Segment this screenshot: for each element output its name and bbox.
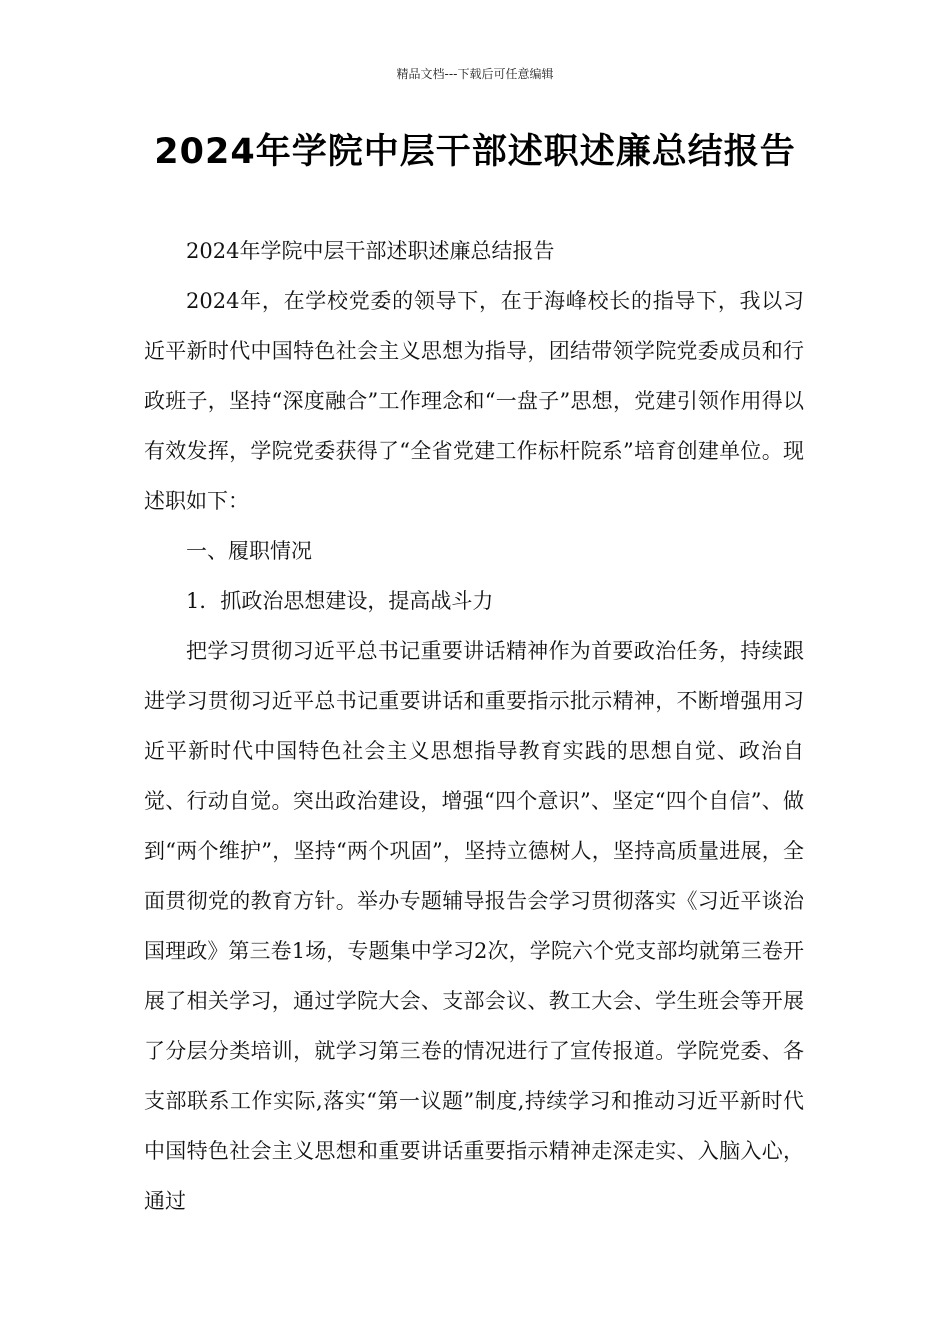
document-title: 2024年学院中层干部述职述廉总结报告 [154,132,796,172]
body-paragraph: 2024年学院中层干部述职述廉总结报告 [186,239,555,263]
header-note: 精品文档---下载后可任意编辑 [396,67,554,81]
subsection-heading: 1．抓政治思想建设，提高战斗力 [186,589,494,613]
document-body [144,226,804,1226]
body-paragraph: 把学习贯彻习近平总书记重要讲话精神作为首要政治任务，持续跟进学习贯彻习近平总书记重要讲话和重要指示批示精神，不断增强用习近平新时代中国特色社会主义思想指导教育实践的思想自觉、政治自觉、行动自觉。突出政治建设，增强“四个意识”、坚定“四个自信”、做到“两个维护”，坚持“两个巩固”，坚持立德树人，坚持高质量进展，全面贯彻党的教育方针。举办专题辅导报告会学习贯彻落实《习近平谈治国理政》第三卷1场，专题集中学习2次，学院六个党支部均就第三卷开展了相关学习，通过学院大会、支部会议、教工大会、学生班会等开展了分层分类培训，就学习第三卷的情况进行了宣传报道。学院党委、各支部联系工作实际,落实“第一议题”制度,持续学习和推动习近平新时代中国特色社会主义思想和重要讲话重要指示精神走深走实、入脑入心，通过 [144,639,804,1213]
section-heading: 一、履职情况 [186,539,312,563]
body-paragraph: 2024年，在学校党委的领导下，在于海峰校长的指导下，我以习近平新时代中国特色社会主义思想为指导，团结带领学院党委成员和行政班子，坚持“深度融合”工作理念和“一盘子”思想，党建引领作用得以有效发挥，学院党委获得了“全省党建工作标杆院系”培育创建单位。现述职如下： [144,289,804,513]
